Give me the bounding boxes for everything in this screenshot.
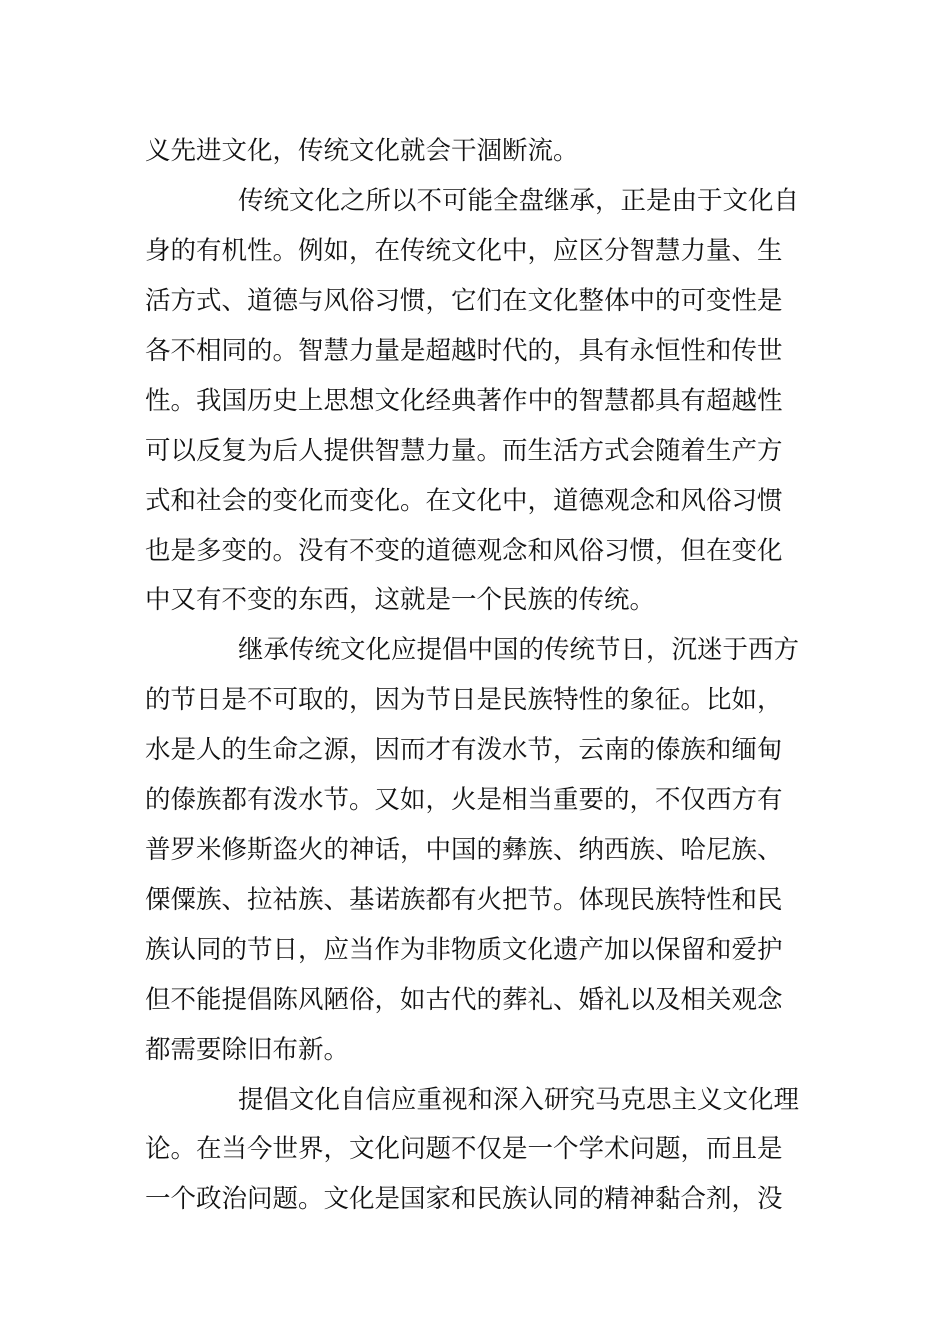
text-line-16: 傈僳族、拉祜族、基诺族都有火把节。体现民族特性和民 [145,885,783,915]
text-line-15: 普罗米修斯盗火的神话，中国的彝族、纳西族、哈尼族、 [145,835,783,865]
text-line-7: 可以反复为后人提供智慧力量。而生活方式会随着生产方 [145,436,783,466]
text-line-9: 也是多变的。没有不变的道德观念和风俗习惯，但在变化 [145,536,783,566]
text-line-18: 但不能提倡陈风陋俗，如古代的葬礼、婚礼以及相关观念 [145,985,783,1015]
text-line-1: 义先进文化，传统文化就会干涸断流。 [145,136,579,166]
text-line-6: 性。我国历史上思想文化经典著作中的智慧都具有超越性 [145,386,783,416]
text-line-13: 水是人的生命之源，因而才有泼水节，云南的傣族和缅甸 [145,735,783,765]
text-line-22: 一个政治问题。文化是国家和民族认同的精神黏合剂，没 [145,1184,783,1214]
text-line-4: 活方式、道德与风俗习惯，它们在文化整体中的可变性是 [145,286,783,316]
text-line-14: 的傣族都有泼水节。又如，火是相当重要的，不仅西方有 [145,785,783,815]
text-line-10: 中又有不变的东西，这就是一个民族的传统。 [145,585,656,615]
text-line-12: 的节日是不可取的，因为节日是民族特性的象征。比如， [145,685,783,715]
paragraph-start-line-20: 提倡文化自信应重视和深入研究马克思主义文化理 [238,1085,800,1115]
text-line-5: 各不相同的。智慧力量是超越时代的，具有永恒性和传世 [145,336,783,366]
text-line-19: 都需要除旧布新。 [145,1035,350,1065]
text-line-17: 族认同的节日，应当作为非物质文化遗产加以保留和爱护 [145,935,783,965]
text-line-3: 身的有机性。例如，在传统文化中，应区分智慧力量、生 [145,236,783,266]
paragraph-start-line-2: 传统文化之所以不可能全盘继承，正是由于文化自 [238,186,800,216]
paragraph-start-line-11: 继承传统文化应提倡中国的传统节日，沉迷于西方 [238,635,800,665]
text-line-21: 论。在当今世界，文化问题不仅是一个学术问题，而且是 [145,1134,783,1164]
text-line-8: 式和社会的变化而变化。在文化中，道德观念和风俗习惯 [145,486,783,516]
